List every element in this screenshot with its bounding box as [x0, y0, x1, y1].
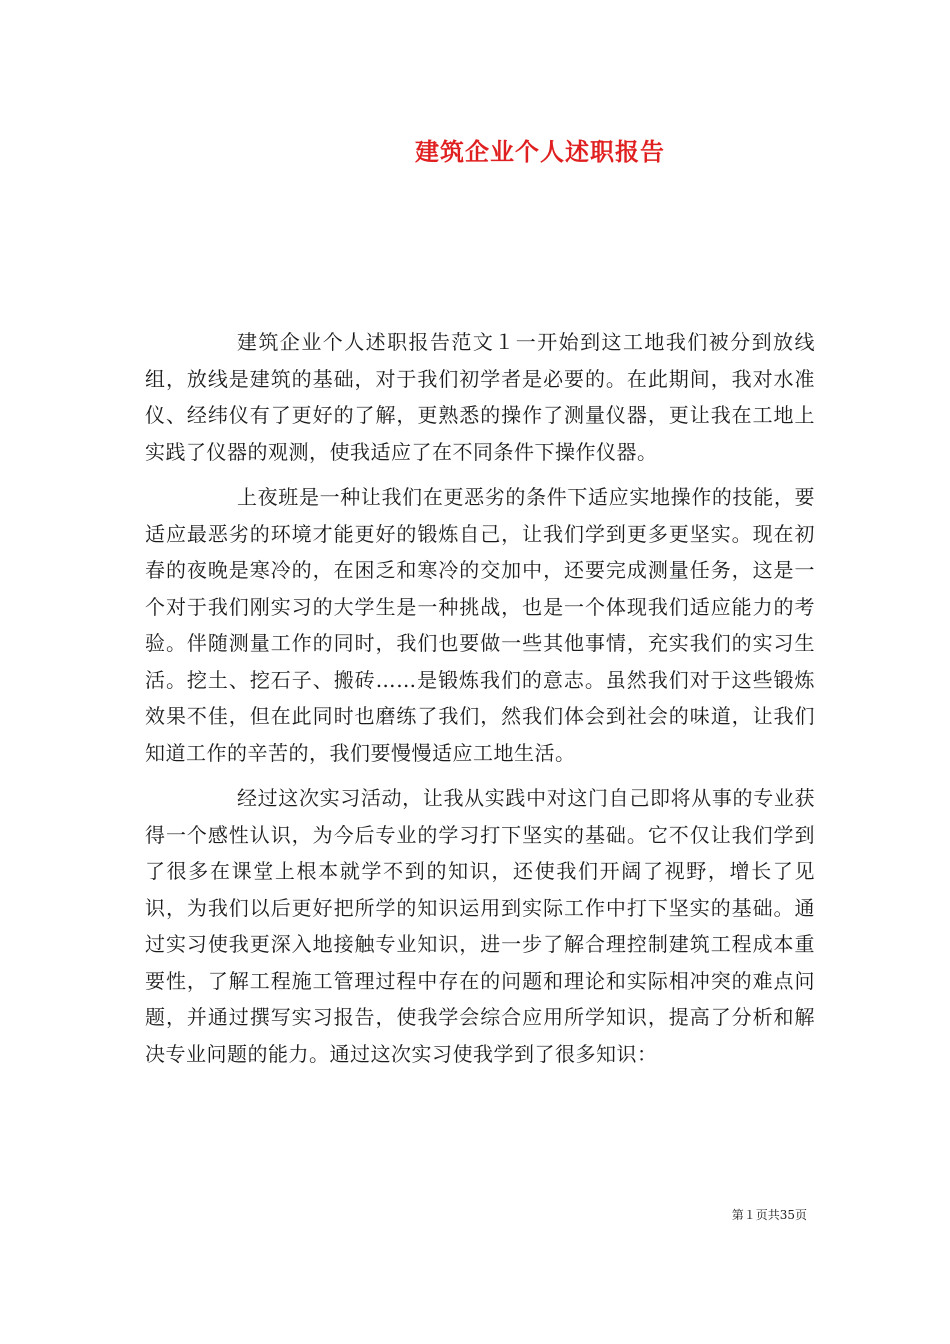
- paragraph-1: 建筑企业个人述职报告范文１一开始到这工地我们被分到放线组，放线是建筑的基础，对于我们初学者是必要的。在此期间，我对水准仪、经纬仪有了更好的了解，更熟悉的操作了测量仪器，更让我在工地上实践了仪器的观测，使我适应了在不同条件下操作仪器。: [145, 330, 815, 464]
- document-body: [145, 324, 815, 1081]
- paragraph-2: 上夜班是一种让我们在更恶劣的条件下适应实地操作的技能，要适应最恶劣的环境才能更好的锻炼自己，让我们学到更多更坚实。现在初春的夜晚是寒冷的，在困乏和寒冷的交加中，还要完成测量任务，这是一个对于我们刚实习的大学生是一种挑战，也是一个体现我们适应能力的考验。伴随测量工作的同时，我们也要做一些其他事情，充实我们的实习生活。挖土、挖石子、搬砖……是锻炼我们的意志。虽然我们对于这些锻炼效果不佳，但在此同时也磨练了我们，然我们体会到社会的味道，让我们知道工作的辛苦的，我们要慢慢适应工地生活。: [145, 485, 815, 765]
- paragraph-3: 经过这次实习活动，让我从实践中对这门自己即将从事的专业获得一个感性认识，为今后专业的学习打下坚实的基础。它不仅让我们学到了很多在课堂上根本就学不到的知识，还使我们开阔了视野，增长了见识，为我们以后更好把所学的知识运用到实际工作中打下坚实的基础。通过实习使我更深入地接触专业知识，进一步了解合理控制建筑工程成本重要性，了解工程施工管理过程中存在的问题和理论和实际相冲突的难点问题，并通过撰写实习报告，使我学会综合应用所学知识，提高了分析和解决专业问题的能力。通过这次实习使我学到了很多知识：: [145, 786, 815, 1066]
- page-number: 第１页共35页: [731, 1208, 807, 1222]
- document-title: 建筑企业个人述职报告: [415, 137, 665, 166]
